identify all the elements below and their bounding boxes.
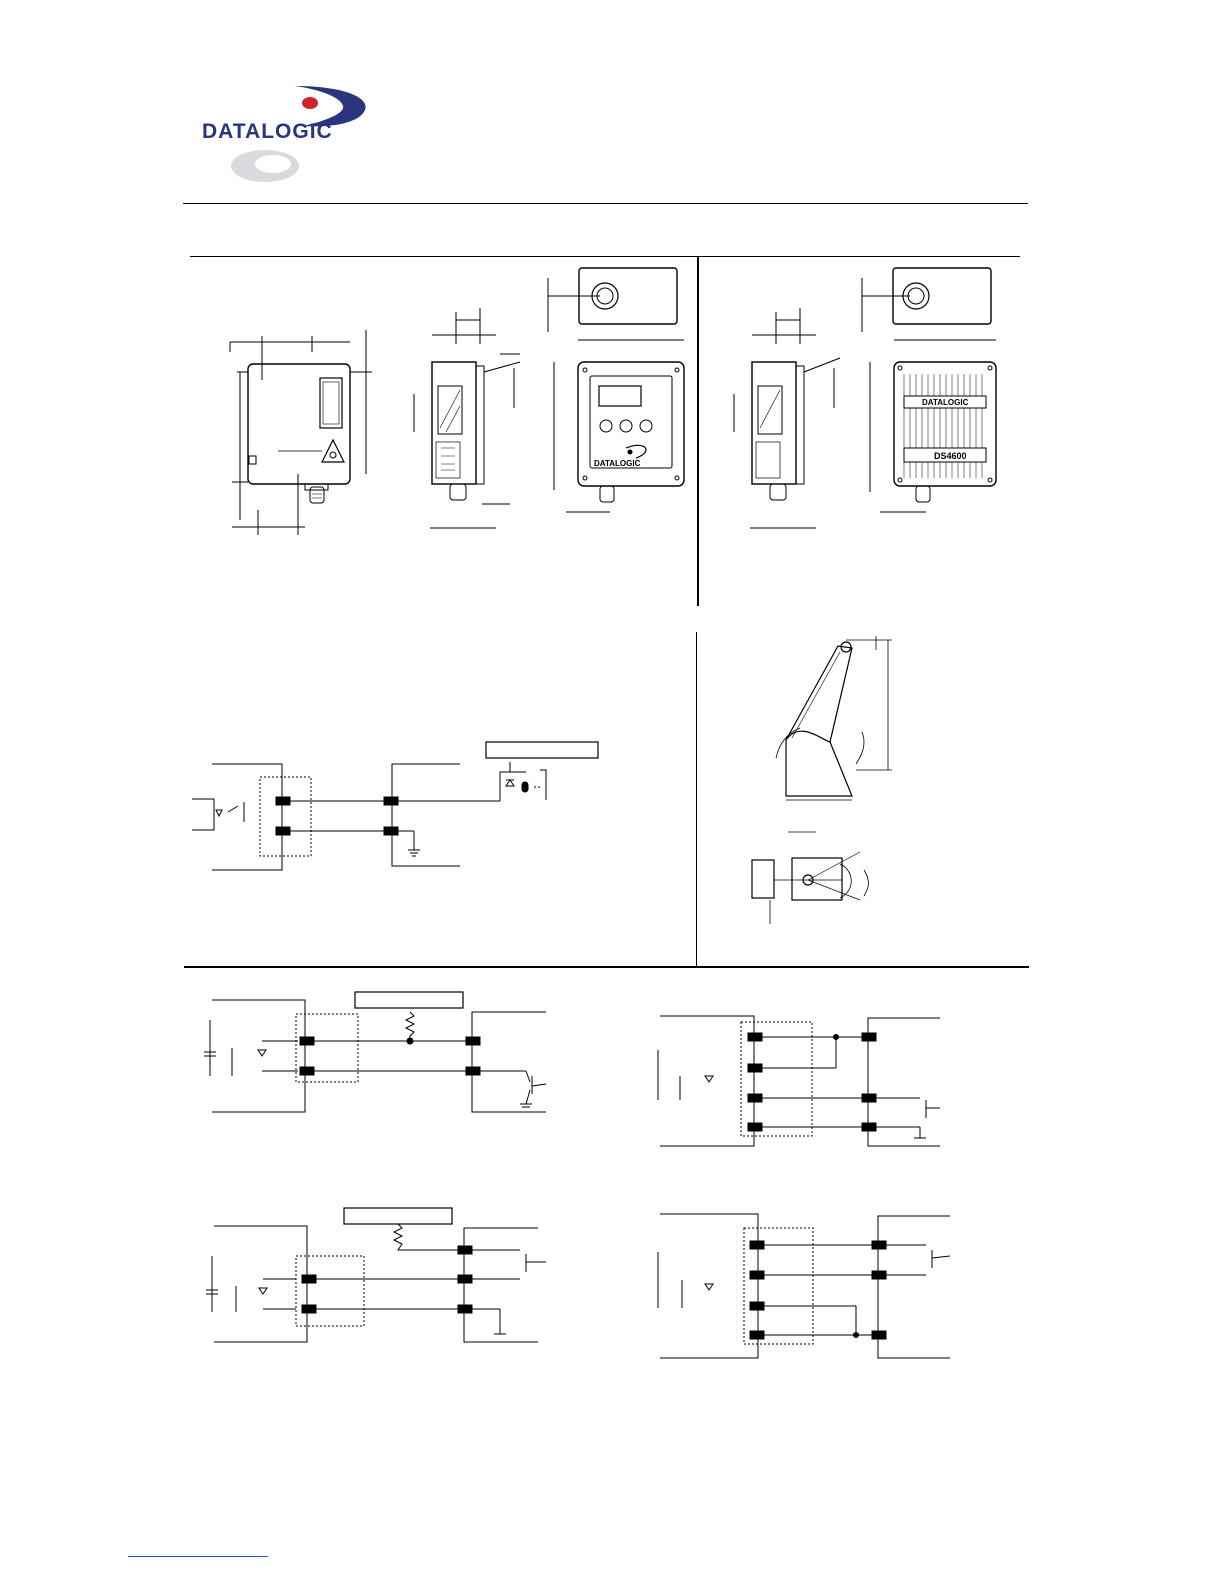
left-front-brand-label: DATALOGIC (594, 459, 641, 468)
mounting-bracket-side-view (776, 636, 892, 800)
device-front-view-display (548, 268, 684, 512)
right-front-model-label: DS4600 (934, 451, 967, 461)
device-front-view-ds4600 (862, 268, 996, 512)
device-side-view-laser (230, 330, 372, 535)
circuit-diagram-d (206, 1208, 546, 1342)
device-narrow-side-view (414, 308, 520, 528)
circuit-diagram-a (192, 742, 598, 870)
right-front-brand-label: DATALOGIC (922, 398, 969, 407)
mounting-bracket-top-view (752, 832, 869, 924)
device-narrow-side-view-2 (734, 308, 840, 528)
circuit-diagram-c (658, 1016, 940, 1146)
logo-wordmark: DATALOGIC (202, 120, 333, 143)
circuit-diagram-b (204, 992, 546, 1112)
circuit-diagram-e (658, 1214, 950, 1358)
footer-link-underline[interactable] (128, 1556, 268, 1557)
